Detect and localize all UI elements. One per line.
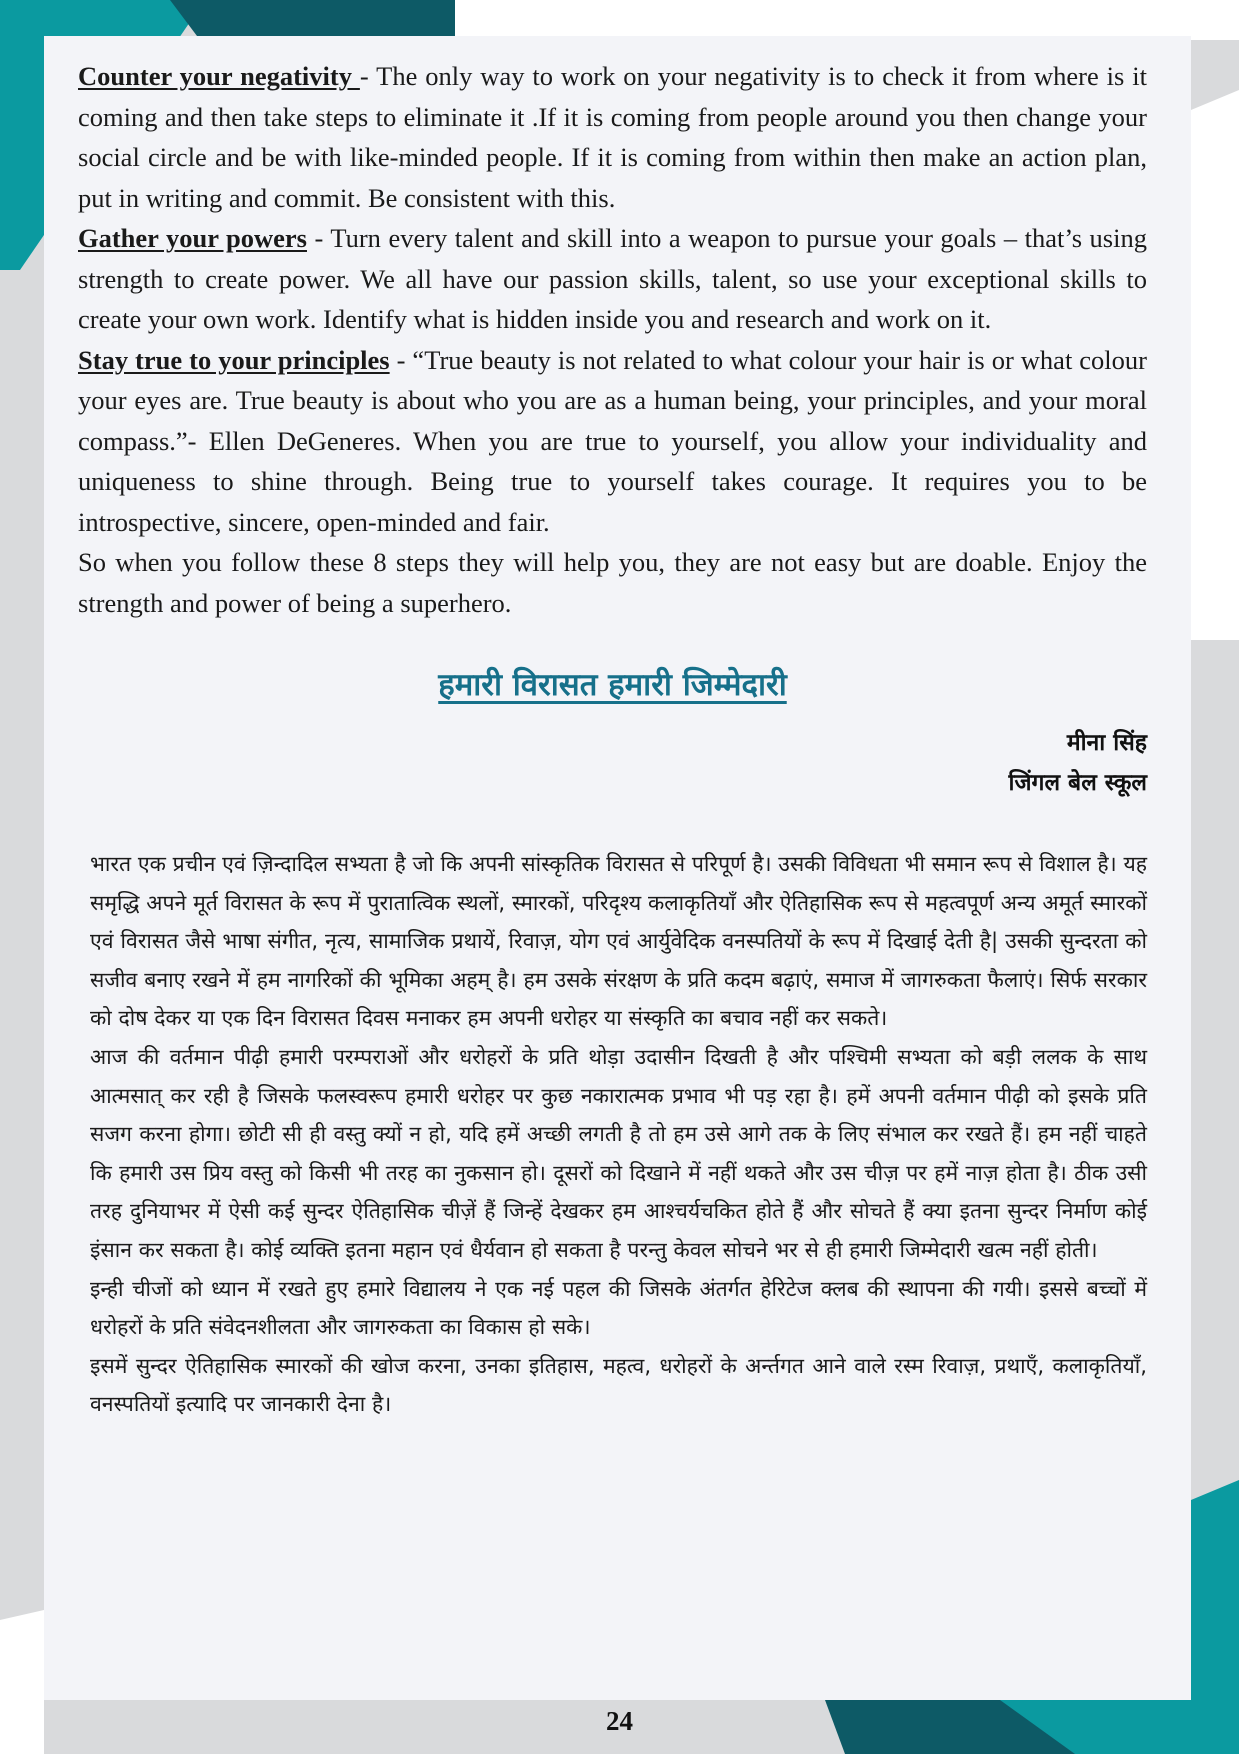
hindi-paragraph-3: इन्ही चीजों को ध्यान में रखते हुए हमारे विद्यालय ने एक नई पहल की जिसके अंतर्गत हेरिटेज क्लब की स्थापना की गयी। इससे बच्चों में धरोहरों के प्रति संवेदनशीलता और जागरुकता का विकास हो सके। [90, 1275, 1147, 1340]
author-name: मीना सिंह [1066, 730, 1147, 756]
paragraph-text: - Turn every talent and skill into a weapon to pursue your goals – that’s using strength to create power. We all have our passion skills, talent, so use your exceptional skills to create your own work. Identify what is hidden inside you and research and work on it. [78, 223, 1147, 334]
page-number: 24 [606, 1706, 633, 1736]
english-paragraph-1 [78, 56, 1147, 218]
section-heading-gather-powers: Gather your powers [78, 223, 307, 253]
school-name: जिंगल बेल स्कूल [1008, 770, 1147, 796]
byline [78, 723, 1147, 803]
hindi-paragraph-2: आज की वर्तमान पीढ़ी हमारी परम्पराओं और धरोहरों के प्रति थोड़ा उदासीन दिखती है और पश्चिमी सभ्यता को बड़ी ललक के साथ आत्मसात् कर रही है जिसके फलस्वरूप हमारी धरोहर पर कुछ नकारात्मक प्रभाव भी पड़ रहा है। हमें अपनी वर्तमान पीढ़ी को इसके प्रति सजग करना होगा। छोटी सी ही वस्तु क्यों न हो, यदि हमें अच्छी लगती है तो हम उसे आगे तक के लिए संभाल कर रखते हैं। हम नहीं चाहते कि हमारी उस प्रिय वस्तु को किसी भी तरह का नुकसान हो। दूसरों को दिखाने में नहीं थकते और उस चीज़ पर हमें नाज़ होता है। ठीक उसी तरह दुनियाभर में ऐसी कई सुन्दर ऐतिहासिक चीज़ें हैं जिन्हें देखकर हम आश्चर्यचकित होते हैं और सोचते हैं क्या इतना सुन्दर निर्माण कोई इंसान कर सकता है। कोई व्यक्ति इतना महान एवं धैर्यवान हो सकता है परन्तु केवल सोचने भर से ही हमारी जिम्मेदारी खत्म नहीं होती। [90, 1043, 1147, 1262]
english-paragraph-2 [78, 218, 1147, 340]
paragraph-text: - The only way to work on your negativity is to check it from where is it coming and then take steps to eliminate it .If it is coming from people around you then change your social circle and be with like-minded people. If it is coming from within then make an action plan, put in writing and commit. Be consistent with this. [78, 61, 1147, 213]
white-shape-top [455, 0, 1239, 40]
section-heading-counter-negativity: Counter your negativity [78, 61, 360, 91]
paragraph-text: - “True beauty is not related to what colour your hair is or what colour your eyes are. True beauty is about who you are as a human being, your principles, and your moral compass.”- Ellen DeGeneres. When you are true to yourself, you allow your individuality and uniqueness to shine through. Being true to yourself takes courage. It requires you to be introspective, sincere, open-minded and fair. [78, 344, 1147, 537]
section-heading-stay-true: Stay true to your principles [78, 344, 390, 375]
hindi-paragraph-4: इसमें सुन्दर ऐतिहासिक स्मारकों की खोज करना, उनका इतिहास, महत्व, धरोहरों के अर्न्तगत आने वाले रस्म रिवाज़, प्रथाएँ, कलाकृतियाँ, वनस्पतियों इत्यादि पर जानकारी देना है। [90, 1352, 1147, 1417]
dark-teal-shape-top [170, 0, 455, 40]
hindi-paragraph-1: भारत एक प्रचीन एवं ज़िन्दादिल सभ्यता है जो कि अपनी सांस्कृतिक विरासत से परिपूर्ण है। उसकी विविधता भी समान रूप से विशाल है। यह समृद्धि अपने मूर्त विरासत के रूप में पुरातात्विक स्थलों, स्मारकों, परिदृश्य कलाकृतियाँ और ऐतिहासिक रूप से महत्वपूर्ण अन्य अमूर्त स्मारकों एवं विरासत जैसे भाषा संगीत, नृत्य, सामाजिक प्रथायें, रिवाज़, योग एवं आर्युवेदिक वनस्पतियों के रूप में दिखाई देती है| उसकी सुन्दरता को सजीव बनाए रखने में हम नागरिकों की भूमिका अहम् है। हम उसके संरक्षण के प्रति कदम बढ़ाएं, समाज में जागरुकता फैलाएं। सिर्फ सरकार को दोष देकर या एक दिन विरासत दिवस मनाकर हम अपनी धरोहर या संस्कृति का बचाव नहीं कर सकते। [90, 851, 1147, 1031]
english-closing-paragraph: So when you follow these 8 steps they will help you, they are not easy but are doable. Enjoy the strength and power of being a superhero. [78, 547, 1147, 618]
english-paragraph-3 [78, 340, 1147, 543]
white-shape-right [1191, 90, 1239, 640]
hindi-article-title: हमारी विरासत हमारी जिम्मेदारी [438, 667, 787, 703]
content-panel [44, 36, 1191, 1700]
